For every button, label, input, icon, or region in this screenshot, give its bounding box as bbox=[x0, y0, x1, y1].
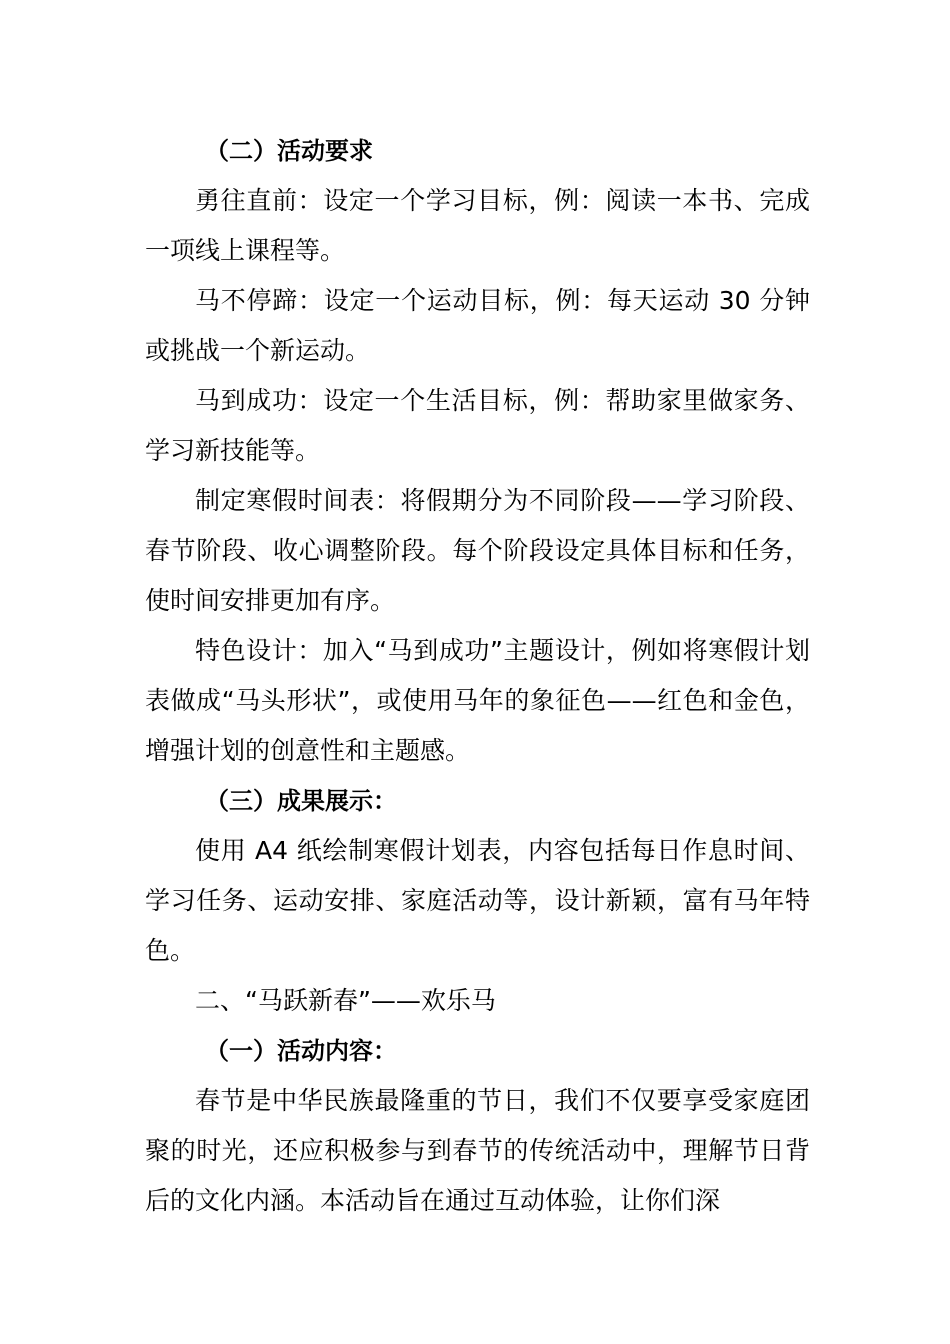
paragraph-results: 使用 A4 纸绘制寒假计划表，内容包括每日作息时间、学习任务、运动安排、家庭活动等，设计新颖，富有马年特色。 bbox=[145, 836, 810, 965]
paragraph-special-design: 特色设计：加入“马到成功”主题设计，例如将寒假计划表做成“马头形状”，或使用马年的象征色——红色和金色，增强计划的创意性和主题感。 bbox=[145, 636, 810, 765]
paragraph-schedule: 制定寒假时间表：将假期分为不同阶段——学习阶段、春节阶段、收心调整阶段。每个阶段设定具体目标和任务，使时间安排更加有序。 bbox=[145, 486, 810, 615]
heading-results-display: （三）成果展示： bbox=[205, 787, 397, 815]
paragraph-study-goal: 勇往直前：设定一个学习目标，例：阅读一本书、完成一项线上课程等。 bbox=[145, 186, 810, 265]
paragraph-exercise-goal: 马不停蹄：设定一个运动目标，例：每天运动 30 分钟或挑战一个新运动。 bbox=[145, 286, 810, 365]
heading-activity-content: （一）活动内容： bbox=[205, 1037, 397, 1065]
paragraph-spring-festival: 春节是中华民族最隆重的节日，我们不仅要享受家庭团聚的时光，还应积极参与到春节的传统活动中，理解节日背后的文化内涵。本活动旨在通过互动体验，让你们深 bbox=[145, 1086, 810, 1215]
heading-activity-requirements: （二）活动要求 bbox=[205, 137, 373, 165]
section-title-horse-new-spring: 二、“马跃新春”——欢乐马 bbox=[195, 986, 496, 1015]
paragraph-life-goal: 马到成功：设定一个生活目标，例：帮助家里做家务、学习新技能等。 bbox=[145, 386, 810, 465]
